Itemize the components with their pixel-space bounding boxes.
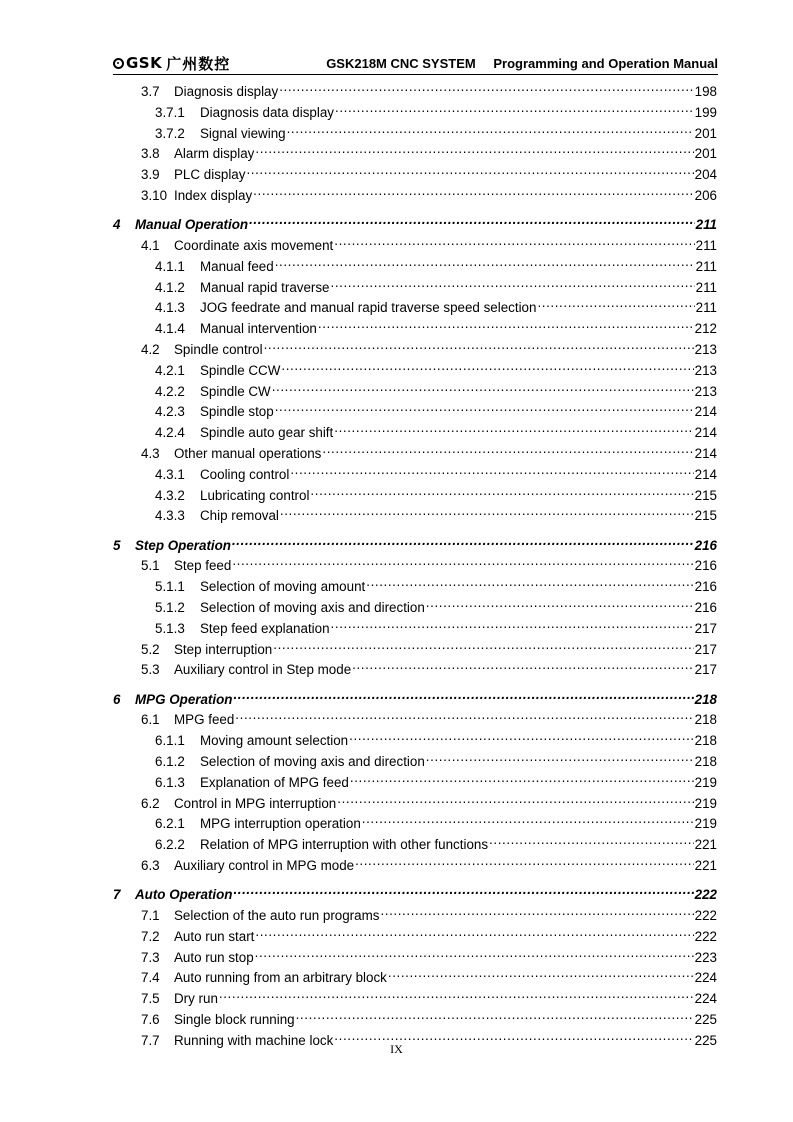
dot-leader — [255, 140, 693, 158]
toc-entry-title: Dry run — [174, 991, 218, 1007]
toc-entry[interactable] — [155, 573, 717, 595]
toc-entry-number: 7.7 — [141, 1032, 160, 1048]
toc-entry-page: 217 — [694, 620, 717, 636]
toc-entry-title: Auto run start — [174, 928, 255, 944]
toc-entry-title: Other manual operations — [174, 446, 322, 461]
toc-entry[interactable] — [141, 1006, 717, 1027]
toc-entry-title: Step feed explanation — [200, 620, 330, 636]
toc-entry-page: 211 — [695, 258, 717, 274]
toc-entry-page: 215 — [694, 508, 717, 524]
toc-entry-page: 201 — [694, 146, 717, 162]
toc-entry-page: 225 — [694, 1032, 717, 1048]
toc-entry-page: 214 — [694, 446, 717, 461]
toc-entry[interactable] — [155, 120, 717, 141]
toc-entry-number: 6.2 — [141, 795, 160, 811]
dot-leader — [352, 656, 694, 674]
logo-chinese-text: 广州数控 — [166, 54, 231, 73]
dot-leader — [296, 1006, 694, 1024]
dot-leader — [334, 419, 693, 437]
toc-entry-page: 217 — [694, 662, 717, 678]
dot-leader — [331, 274, 695, 292]
toc-entry-page: 201 — [694, 125, 717, 141]
toc-entry-page: 222 — [694, 887, 717, 903]
dot-leader — [255, 944, 694, 962]
toc-entry-number: 4.3.1 — [155, 466, 185, 482]
toc-entry-page: 218 — [694, 733, 717, 749]
dot-leader — [310, 482, 693, 500]
toc-entry-title: Diagnosis data display — [200, 104, 334, 120]
toc-entry-page: 211 — [695, 238, 717, 253]
logo-text: GSK — [126, 54, 163, 72]
dot-leader — [233, 881, 693, 899]
toc-entry[interactable] — [155, 294, 717, 316]
dot-leader — [287, 120, 694, 138]
dot-leader — [264, 336, 694, 354]
toc-entry-page: 211 — [695, 217, 717, 233]
dot-leader — [322, 440, 693, 458]
toc-entry-title: Step interruption — [174, 641, 273, 657]
toc-entry-page: 222 — [694, 928, 717, 944]
toc-entry-page: 204 — [694, 167, 717, 183]
toc-entry-number: 4.1.1 — [155, 258, 185, 274]
toc-entry-page: 216 — [694, 558, 717, 574]
toc-entry[interactable] — [155, 831, 717, 853]
toc-entry[interactable] — [155, 615, 717, 636]
gsk-logo-icon — [113, 58, 124, 69]
toc-entry[interactable] — [155, 769, 717, 790]
dot-leader — [335, 99, 694, 117]
toc-entry[interactable] — [141, 232, 717, 253]
toc-entry-number: 4.2.2 — [155, 383, 185, 399]
dot-leader — [233, 686, 693, 704]
toc-entry-page: 216 — [694, 600, 717, 615]
toc-entry-page: 217 — [694, 641, 717, 657]
toc-entry[interactable] — [141, 656, 717, 678]
toc-entry-title: Signal viewing — [200, 125, 286, 141]
toc-entry-page: 212 — [694, 321, 717, 337]
toc-entry[interactable] — [141, 140, 717, 162]
toc-entry-title: Selection of moving amount — [200, 579, 366, 595]
toc-entry[interactable] — [155, 357, 717, 378]
toc-entry-number: 4.1.4 — [155, 321, 185, 337]
dot-leader — [349, 727, 694, 745]
toc-entry-title: Chip removal — [200, 508, 279, 524]
toc-entry-page: 225 — [694, 1012, 717, 1027]
toc-entry-number: 3.7.2 — [155, 125, 185, 141]
toc-entry[interactable] — [155, 253, 717, 274]
toc-entry-page: 211 — [695, 279, 717, 295]
toc-entry[interactable] — [141, 706, 717, 728]
dot-leader — [355, 852, 694, 870]
dot-leader — [232, 552, 693, 570]
toc-chapter[interactable] — [113, 211, 717, 233]
toc-entry[interactable] — [141, 964, 717, 986]
toc-entry[interactable] — [141, 182, 717, 203]
toc-entry-page: 211 — [695, 300, 717, 316]
dot-leader — [350, 769, 694, 787]
dot-leader — [281, 357, 693, 375]
toc-entry-title: Auxiliary control in MPG mode — [174, 858, 355, 873]
toc-entry-number: 6.1.2 — [155, 754, 185, 769]
toc-entry-page: 213 — [694, 362, 717, 378]
toc-entry-number: 4.2 — [141, 342, 160, 357]
toc-entry-title: Step feed — [174, 558, 232, 574]
dot-leader — [279, 78, 693, 96]
toc-entry-page: 216 — [694, 537, 717, 553]
toc-entry[interactable] — [141, 440, 717, 461]
toc-entry-title: Spindle CCW — [200, 362, 281, 378]
toc-entry-page: 216 — [694, 579, 717, 595]
toc-entry[interactable] — [155, 727, 717, 749]
toc-entry-title: MPG Operation — [135, 691, 233, 707]
toc-entry-page: 224 — [694, 970, 717, 986]
header-title — [326, 56, 718, 71]
toc-entry-title: Selection of the auto run programs — [174, 908, 380, 923]
toc-entry-number: 6.3 — [141, 858, 160, 873]
toc-entry-number: 5 — [113, 537, 121, 553]
toc-entry[interactable] — [141, 78, 717, 99]
toc-entry-title: Auto Operation — [135, 887, 233, 903]
dot-leader — [272, 378, 694, 396]
dot-leader — [219, 985, 694, 1003]
dot-leader — [331, 615, 694, 633]
toc-entry[interactable] — [141, 336, 717, 357]
toc-entry-page: 206 — [694, 188, 717, 203]
toc-entry-number: 4.2.3 — [155, 404, 185, 420]
toc-entry[interactable] — [141, 552, 717, 574]
dot-leader — [337, 790, 693, 808]
toc-entry-number: 7.4 — [141, 970, 160, 986]
toc-entry-number: 3.10 — [141, 188, 168, 203]
dot-leader — [426, 594, 694, 612]
toc-entry[interactable] — [155, 99, 717, 120]
toc-entry-title: Explanation of MPG feed — [200, 774, 349, 790]
toc-entry-number: 5.1 — [141, 558, 160, 574]
toc-entry[interactable] — [141, 944, 717, 965]
toc-entry-page: 213 — [694, 342, 717, 357]
toc-entry-page: 219 — [694, 774, 717, 790]
toc-entry-number: 6.1.1 — [155, 733, 185, 749]
toc-entry-title: Single block running — [174, 1012, 295, 1027]
toc-entry[interactable] — [141, 902, 717, 923]
toc-entry[interactable] — [141, 636, 717, 657]
toc-entry-title: Manual intervention — [200, 321, 317, 337]
dot-leader — [246, 161, 693, 179]
toc-entry[interactable] — [155, 594, 717, 615]
toc-entry-title: Selection of moving axis and direction — [200, 754, 425, 769]
toc-entry-page: 223 — [694, 949, 717, 965]
dot-leader — [255, 923, 693, 941]
dot-leader — [249, 211, 695, 229]
dot-leader — [273, 636, 693, 654]
toc-entry[interactable] — [155, 419, 717, 441]
toc-entry-number: 4 — [113, 217, 121, 233]
toc-entry[interactable] — [141, 790, 717, 811]
toc-entry-number: 6.2.1 — [155, 816, 185, 832]
toc-entry-page: 215 — [694, 487, 717, 503]
toc-entry-number: 7.1 — [141, 908, 160, 923]
page-header — [113, 54, 718, 75]
toc-entry-number: 4.2.4 — [155, 425, 185, 441]
toc-entry-number: 4.2.1 — [155, 362, 185, 378]
toc-entry-number: 7.5 — [141, 991, 160, 1007]
dot-leader — [235, 706, 693, 724]
dot-leader — [232, 532, 694, 550]
dot-leader — [334, 232, 694, 250]
toc-chapter[interactable] — [113, 532, 717, 553]
toc-entry-number: 6 — [113, 691, 121, 707]
toc-entry-number: 4.1.3 — [155, 300, 185, 316]
toc-entry-page: 221 — [694, 837, 717, 853]
toc-entry-number: 4.3.3 — [155, 508, 185, 524]
toc-entry-number: 4.1 — [141, 238, 160, 253]
toc-entry[interactable] — [141, 923, 717, 944]
dot-leader — [380, 902, 693, 920]
toc-entry-page: 218 — [694, 754, 717, 769]
toc-entry-number: 4.1.2 — [155, 279, 185, 295]
toc-entry-page: 214 — [694, 404, 717, 420]
toc-entry-title: Manual Operation — [135, 217, 249, 233]
toc-entry-title: Auxiliary control in Step mode — [174, 662, 352, 678]
toc-entry-page: 219 — [694, 816, 717, 832]
toc-entry-title: Running with machine lock — [174, 1032, 334, 1048]
manual-name: Programming and Operation Manual — [493, 56, 718, 71]
dot-leader — [318, 315, 694, 333]
toc-entry-title: Control in MPG interruption — [174, 795, 337, 811]
toc-entry-title: Spindle stop — [200, 404, 274, 420]
toc-entry-page: 219 — [694, 795, 717, 811]
dot-leader — [290, 461, 693, 479]
toc-entry-number: 7.2 — [141, 928, 160, 944]
toc-entry-title: Coordinate axis movement — [174, 238, 334, 253]
toc-entry-title: Spindle CW — [200, 383, 271, 399]
dot-leader — [362, 810, 694, 828]
toc-entry-page: 218 — [694, 712, 717, 728]
toc-entry-number: 7.6 — [141, 1012, 160, 1027]
toc-entry-page: 218 — [694, 691, 717, 707]
dot-leader — [280, 502, 694, 520]
toc-entry-title: PLC display — [174, 167, 246, 183]
toc-entry-title: MPG feed — [174, 712, 235, 728]
toc-entry[interactable] — [141, 161, 717, 183]
page-number: IX — [390, 1042, 403, 1056]
dot-leader — [275, 398, 694, 416]
toc-entry[interactable] — [155, 502, 717, 524]
toc-entry-page: 221 — [694, 858, 717, 873]
dot-leader — [253, 182, 693, 200]
toc-entry-page: 198 — [694, 84, 717, 99]
toc-entry-number: 7 — [113, 887, 121, 903]
toc-entry[interactable] — [155, 810, 717, 832]
toc-entry[interactable] — [155, 315, 717, 337]
toc-entry-page: 214 — [694, 466, 717, 482]
toc-entry-title: Moving amount selection — [200, 733, 349, 749]
toc-chapter[interactable] — [113, 686, 717, 707]
toc-entry-number: 3.9 — [141, 167, 160, 183]
toc-entry-title: Auto running from an arbitrary block — [174, 970, 387, 986]
toc-entry-number: 5.1.3 — [155, 620, 185, 636]
dot-leader — [275, 253, 695, 271]
toc-entry-number: 3.7.1 — [155, 104, 185, 120]
toc-entry-page: 199 — [694, 104, 717, 120]
toc-entry-number: 4.3.2 — [155, 487, 185, 503]
toc-entry-number: 6.1.3 — [155, 774, 185, 790]
toc-entry-page: 214 — [694, 425, 717, 441]
toc-entry-title: Relation of MPG interruption with other functions — [200, 837, 489, 853]
toc-entry[interactable] — [155, 378, 717, 399]
toc-entry-page: 213 — [694, 383, 717, 399]
toc-entry-number: 5.2 — [141, 641, 160, 657]
toc-entry-number: 5.1.2 — [155, 600, 185, 615]
gsk-logo — [113, 54, 230, 72]
toc-entry-number: 5.1.1 — [155, 579, 185, 595]
toc-entry[interactable] — [155, 748, 717, 769]
toc-entry-title: Selection of moving axis and direction — [200, 600, 425, 615]
toc-entry-number: 4.3 — [141, 446, 160, 461]
toc-entry-number: 5.3 — [141, 662, 160, 678]
toc-entry[interactable] — [155, 482, 717, 503]
dot-leader — [388, 964, 694, 982]
toc-entry-title: Spindle auto gear shift — [200, 425, 334, 441]
toc-entry-title: Step Operation — [135, 537, 231, 553]
dot-leader — [366, 573, 693, 591]
toc-entry-title: Manual feed — [200, 258, 274, 274]
toc-entry-number: 7.3 — [141, 949, 160, 965]
toc-entry-title: Alarm display — [174, 146, 255, 162]
toc-entry-page: 224 — [694, 991, 717, 1007]
dot-leader — [537, 294, 694, 312]
toc-entry-number: 3.7 — [141, 84, 160, 99]
toc-entry-title: Spindle control — [174, 342, 263, 357]
toc-entry-title: Lubricating control — [200, 487, 310, 503]
toc-entry[interactable] — [155, 274, 717, 295]
toc-entry-title: JOG feedrate and manual rapid traverse speed selection — [200, 300, 537, 316]
toc-entry[interactable] — [155, 461, 717, 482]
dot-leader — [426, 748, 694, 766]
toc-entry-title: Cooling control — [200, 466, 290, 482]
toc-entry-number: 3.8 — [141, 146, 160, 162]
toc-entry[interactable] — [155, 398, 717, 420]
dot-leader — [489, 831, 694, 849]
toc-entry-number: 6.2.2 — [155, 837, 185, 853]
toc-entry-title: Index display — [174, 188, 253, 203]
toc-entry-number: 6.1 — [141, 712, 160, 728]
system-name: GSK218M CNC SYSTEM — [326, 56, 476, 71]
toc-entry-title: MPG interruption operation — [200, 816, 361, 832]
toc-entry-title: Auto run stop — [174, 949, 254, 965]
toc-entry[interactable] — [141, 985, 717, 1007]
toc-entry-title: Diagnosis display — [174, 84, 279, 99]
toc-chapter[interactable] — [113, 881, 717, 903]
toc-entry-title: Manual rapid traverse — [200, 279, 330, 295]
toc-entry-page: 222 — [694, 908, 717, 923]
toc-entry[interactable] — [141, 852, 717, 873]
